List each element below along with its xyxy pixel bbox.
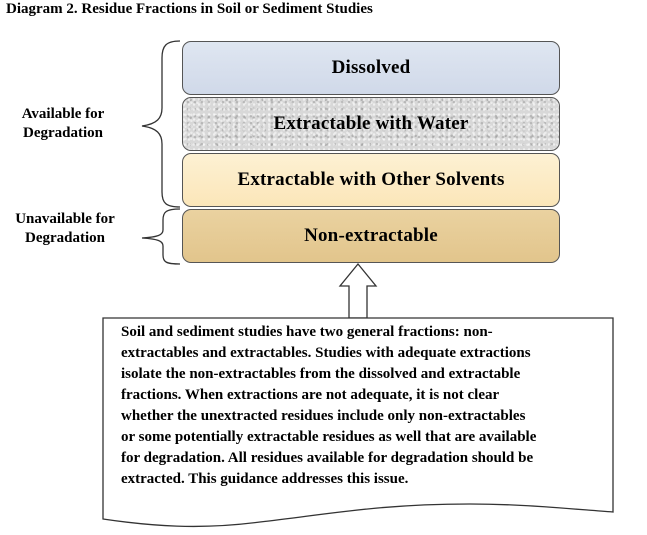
layer-non-extractable: Non-extractable bbox=[182, 209, 560, 263]
diagram-title: Diagram 2. Residue Fractions in Soil or Sediment Studies bbox=[6, 1, 373, 17]
layer-extractable-other-solvents: Extractable with Other Solvents bbox=[182, 153, 560, 207]
unavailable-label: Unavailable for Degradation bbox=[15, 211, 115, 246]
layer-extractable-water: Extractable with Water bbox=[182, 97, 560, 151]
available-label: Available for Degradation bbox=[21, 106, 105, 141]
unavailable-brace bbox=[142, 209, 180, 264]
note-text: Soil and sediment studies have two general fractions: non- extractables and extractables. Studies with adequate extractions isolate the non-extractables from the dissolved and extractable fractions. When extractions are not adequate, it is not clear whether the unextracted residues include only non-extractables or some potentially extractable residues as well that are available for degradation. All residues available for degradation should be extracted. This guidance addresses this issue. bbox=[121, 324, 537, 487]
up-arrow bbox=[340, 264, 376, 318]
available-brace bbox=[142, 41, 180, 207]
layer-dissolved: Dissolved bbox=[182, 41, 560, 95]
